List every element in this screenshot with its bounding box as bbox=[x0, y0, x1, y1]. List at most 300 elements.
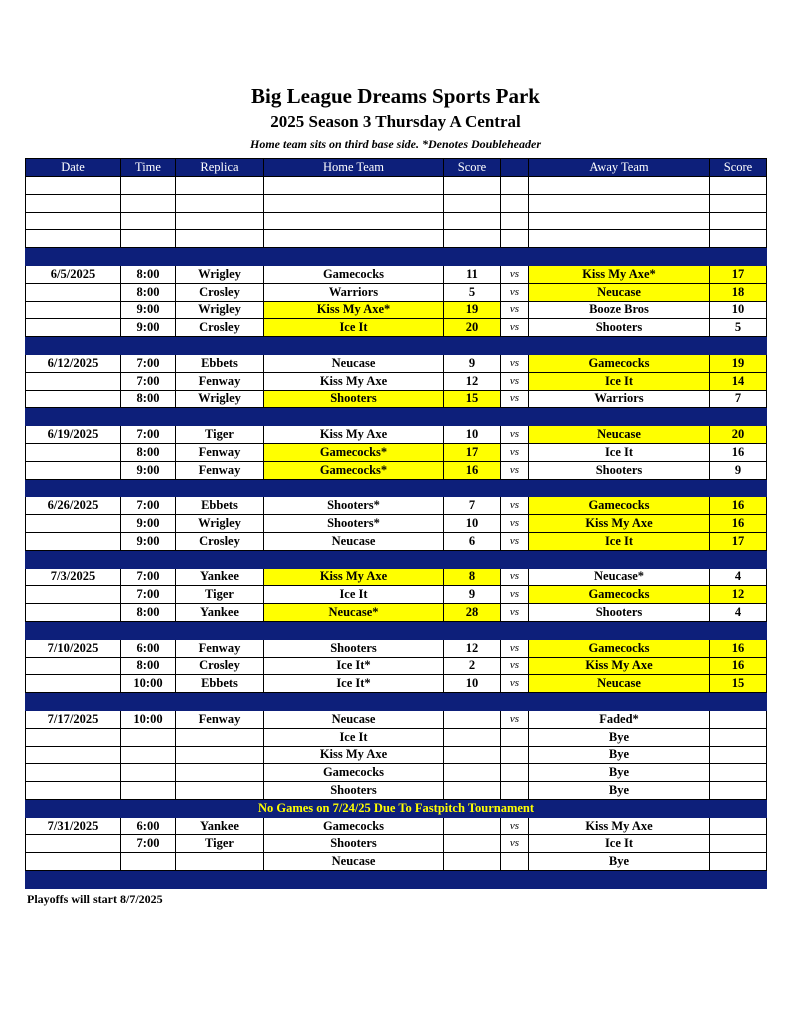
home-team-cell: Gamecocks* bbox=[264, 443, 444, 461]
away-team-cell: Bye bbox=[529, 782, 710, 800]
replica-cell: Fenway bbox=[176, 461, 264, 479]
vs-cell: vs bbox=[501, 265, 529, 283]
replica-cell bbox=[176, 853, 264, 871]
home-team-cell: Shooters bbox=[264, 835, 444, 853]
game-row bbox=[26, 443, 767, 461]
replica-cell: Fenway bbox=[176, 639, 264, 657]
time-cell: 6:00 bbox=[121, 639, 176, 657]
replica-cell: Yankee bbox=[176, 568, 264, 586]
away-team-cell: Ice It bbox=[529, 372, 710, 390]
home-score-cell: 28 bbox=[444, 604, 501, 622]
away-score-cell bbox=[710, 746, 767, 764]
away-team-cell: Neucase bbox=[529, 283, 710, 301]
away-score-cell: 19 bbox=[710, 354, 767, 372]
away-score-cell: 16 bbox=[710, 639, 767, 657]
schedule-body bbox=[26, 177, 767, 889]
home-score-cell: 20 bbox=[444, 319, 501, 337]
away-team-cell: Warriors bbox=[529, 390, 710, 408]
blank-cell bbox=[176, 177, 264, 195]
blank-cell bbox=[710, 212, 767, 230]
game-row bbox=[26, 817, 767, 835]
vs-cell: vs bbox=[501, 532, 529, 550]
blank-cell bbox=[121, 212, 176, 230]
date-cell bbox=[26, 604, 121, 622]
blank-cell bbox=[501, 212, 529, 230]
date-cell bbox=[26, 782, 121, 800]
blank-cell bbox=[26, 194, 121, 212]
home-score-cell: 6 bbox=[444, 532, 501, 550]
home-score-cell: 19 bbox=[444, 301, 501, 319]
date-cell: 6/19/2025 bbox=[26, 426, 121, 444]
separator-cell bbox=[26, 550, 767, 568]
game-row bbox=[26, 515, 767, 533]
away-team-cell: Bye bbox=[529, 764, 710, 782]
home-team-cell: Shooters* bbox=[264, 515, 444, 533]
vs-cell: vs bbox=[501, 835, 529, 853]
home-score-cell: 10 bbox=[444, 426, 501, 444]
home-team-cell: Neucase* bbox=[264, 604, 444, 622]
game-row bbox=[26, 764, 767, 782]
header-home-score: Score bbox=[444, 159, 501, 177]
time-cell bbox=[121, 782, 176, 800]
time-cell: 8:00 bbox=[121, 390, 176, 408]
separator-cell bbox=[26, 621, 767, 639]
vs-cell: vs bbox=[501, 710, 529, 728]
blank-row bbox=[26, 230, 767, 248]
date-cell: 6/5/2025 bbox=[26, 265, 121, 283]
away-score-cell: 7 bbox=[710, 390, 767, 408]
blank-cell bbox=[710, 230, 767, 248]
away-team-cell: Neucase bbox=[529, 426, 710, 444]
away-score-cell bbox=[710, 710, 767, 728]
time-cell bbox=[121, 728, 176, 746]
vs-cell: vs bbox=[501, 301, 529, 319]
home-score-cell: 5 bbox=[444, 283, 501, 301]
away-team-cell: Faded* bbox=[529, 710, 710, 728]
game-row bbox=[26, 426, 767, 444]
date-cell: 7/31/2025 bbox=[26, 817, 121, 835]
home-score-cell: 12 bbox=[444, 639, 501, 657]
time-cell: 6:00 bbox=[121, 817, 176, 835]
away-score-cell bbox=[710, 835, 767, 853]
game-row bbox=[26, 675, 767, 693]
separator-cell bbox=[26, 408, 767, 426]
page-title: Big League Dreams Sports Park bbox=[251, 84, 540, 108]
vs-cell: vs bbox=[501, 817, 529, 835]
blank-cell bbox=[264, 194, 444, 212]
blank-cell bbox=[501, 194, 529, 212]
blank-row bbox=[26, 177, 767, 195]
vs-cell: vs bbox=[501, 283, 529, 301]
away-score-cell: 4 bbox=[710, 568, 767, 586]
home-team-cell: Kiss My Axe bbox=[264, 426, 444, 444]
date-cell bbox=[26, 835, 121, 853]
game-row bbox=[26, 710, 767, 728]
week-separator-row bbox=[26, 693, 767, 711]
away-score-cell: 17 bbox=[710, 265, 767, 283]
time-cell: 7:00 bbox=[121, 372, 176, 390]
replica-cell: Fenway bbox=[176, 443, 264, 461]
blank-cell bbox=[444, 212, 501, 230]
date-cell bbox=[26, 443, 121, 461]
away-score-cell: 16 bbox=[710, 497, 767, 515]
blank-cell bbox=[264, 230, 444, 248]
away-score-cell: 14 bbox=[710, 372, 767, 390]
away-team-cell: Ice It bbox=[529, 532, 710, 550]
date-cell bbox=[26, 319, 121, 337]
replica-cell: Fenway bbox=[176, 372, 264, 390]
vs-cell bbox=[501, 728, 529, 746]
replica-cell bbox=[176, 764, 264, 782]
home-team-cell: Ice It* bbox=[264, 675, 444, 693]
away-team-cell: Kiss My Axe* bbox=[529, 265, 710, 283]
time-cell: 10:00 bbox=[121, 675, 176, 693]
time-cell: 9:00 bbox=[121, 301, 176, 319]
blank-cell bbox=[121, 194, 176, 212]
week-separator-row bbox=[26, 337, 767, 355]
blank-row bbox=[26, 212, 767, 230]
away-score-cell: 16 bbox=[710, 657, 767, 675]
vs-cell: vs bbox=[501, 604, 529, 622]
home-team-cell: Shooters* bbox=[264, 497, 444, 515]
home-score-cell bbox=[444, 817, 501, 835]
time-cell: 7:00 bbox=[121, 426, 176, 444]
date-cell: 7/17/2025 bbox=[26, 710, 121, 728]
time-cell: 8:00 bbox=[121, 443, 176, 461]
away-team-cell: Ice It bbox=[529, 443, 710, 461]
date-cell bbox=[26, 532, 121, 550]
time-cell: 9:00 bbox=[121, 319, 176, 337]
blank-cell bbox=[264, 212, 444, 230]
date-cell bbox=[26, 675, 121, 693]
header-time: Time bbox=[121, 159, 176, 177]
blank-cell bbox=[529, 194, 710, 212]
header-vs bbox=[501, 159, 529, 177]
away-score-cell bbox=[710, 782, 767, 800]
away-team-cell: Neucase* bbox=[529, 568, 710, 586]
away-team-cell: Gamecocks bbox=[529, 586, 710, 604]
vs-cell: vs bbox=[501, 372, 529, 390]
away-team-cell: Shooters bbox=[529, 604, 710, 622]
replica-cell: Wrigley bbox=[176, 390, 264, 408]
time-cell: 7:00 bbox=[121, 354, 176, 372]
home-team-cell: Neucase bbox=[264, 853, 444, 871]
date-cell bbox=[26, 372, 121, 390]
blank-cell bbox=[176, 194, 264, 212]
home-score-cell bbox=[444, 764, 501, 782]
blank-cell bbox=[501, 230, 529, 248]
blank-cell bbox=[529, 230, 710, 248]
game-row bbox=[26, 319, 767, 337]
date-cell bbox=[26, 657, 121, 675]
vs-cell: vs bbox=[501, 568, 529, 586]
separator-cell bbox=[26, 479, 767, 497]
away-score-cell: 9 bbox=[710, 461, 767, 479]
vs-cell: vs bbox=[501, 675, 529, 693]
game-row bbox=[26, 283, 767, 301]
home-score-cell: 2 bbox=[444, 657, 501, 675]
blank-cell bbox=[444, 194, 501, 212]
away-team-cell: Gamecocks bbox=[529, 354, 710, 372]
home-score-cell: 8 bbox=[444, 568, 501, 586]
date-cell: 6/12/2025 bbox=[26, 354, 121, 372]
away-team-cell: Booze Bros bbox=[529, 301, 710, 319]
separator-cell bbox=[26, 693, 767, 711]
date-cell bbox=[26, 728, 121, 746]
time-cell: 7:00 bbox=[121, 497, 176, 515]
home-team-cell: Gamecocks* bbox=[264, 461, 444, 479]
vs-cell: vs bbox=[501, 426, 529, 444]
header-home-team: Home Team bbox=[264, 159, 444, 177]
home-team-cell: Ice It* bbox=[264, 657, 444, 675]
home-score-cell bbox=[444, 728, 501, 746]
page-subtitle: 2025 Season 3 Thursday A Central bbox=[270, 112, 521, 131]
blank-cell bbox=[176, 230, 264, 248]
home-score-cell: 11 bbox=[444, 265, 501, 283]
away-score-cell bbox=[710, 728, 767, 746]
game-row bbox=[26, 354, 767, 372]
game-row bbox=[26, 372, 767, 390]
home-team-cell: Neucase bbox=[264, 532, 444, 550]
home-team-cell: Shooters bbox=[264, 639, 444, 657]
vs-cell: vs bbox=[501, 390, 529, 408]
away-score-cell: 17 bbox=[710, 532, 767, 550]
away-score-cell bbox=[710, 817, 767, 835]
home-score-cell: 10 bbox=[444, 515, 501, 533]
away-team-cell: Kiss My Axe bbox=[529, 515, 710, 533]
away-score-cell: 10 bbox=[710, 301, 767, 319]
replica-cell: Wrigley bbox=[176, 515, 264, 533]
game-row bbox=[26, 728, 767, 746]
week-separator-row bbox=[26, 408, 767, 426]
game-row bbox=[26, 586, 767, 604]
away-score-cell bbox=[710, 764, 767, 782]
away-team-cell: Kiss My Axe bbox=[529, 657, 710, 675]
home-team-cell: Gamecocks bbox=[264, 817, 444, 835]
date-cell: 7/3/2025 bbox=[26, 568, 121, 586]
game-row bbox=[26, 390, 767, 408]
vs-cell bbox=[501, 764, 529, 782]
blank-cell bbox=[121, 230, 176, 248]
header-date: Date bbox=[26, 159, 121, 177]
away-score-cell: 5 bbox=[710, 319, 767, 337]
separator-cell bbox=[26, 337, 767, 355]
game-row bbox=[26, 301, 767, 319]
home-team-cell: Kiss My Axe bbox=[264, 372, 444, 390]
game-row bbox=[26, 532, 767, 550]
replica-cell: Ebbets bbox=[176, 675, 264, 693]
away-team-cell: Bye bbox=[529, 728, 710, 746]
blank-cell bbox=[176, 212, 264, 230]
header-away-score: Score bbox=[710, 159, 767, 177]
time-cell bbox=[121, 853, 176, 871]
replica-cell: Wrigley bbox=[176, 301, 264, 319]
replica-cell: Yankee bbox=[176, 817, 264, 835]
date-cell: 7/10/2025 bbox=[26, 639, 121, 657]
home-score-cell bbox=[444, 835, 501, 853]
home-team-cell: Gamecocks bbox=[264, 764, 444, 782]
replica-cell: Crosley bbox=[176, 283, 264, 301]
game-row bbox=[26, 461, 767, 479]
game-row bbox=[26, 853, 767, 871]
away-score-cell: 18 bbox=[710, 283, 767, 301]
blank-cell bbox=[121, 177, 176, 195]
blank-cell bbox=[529, 212, 710, 230]
blank-cell bbox=[444, 177, 501, 195]
header-row bbox=[26, 159, 767, 177]
date-cell bbox=[26, 746, 121, 764]
date-cell bbox=[26, 283, 121, 301]
home-score-cell: 17 bbox=[444, 443, 501, 461]
home-team-cell: Kiss My Axe bbox=[264, 568, 444, 586]
home-score-cell bbox=[444, 746, 501, 764]
replica-cell: Fenway bbox=[176, 710, 264, 728]
date-cell bbox=[26, 586, 121, 604]
replica-cell: Crosley bbox=[176, 319, 264, 337]
home-team-cell: Gamecocks bbox=[264, 265, 444, 283]
home-team-cell: Ice It bbox=[264, 728, 444, 746]
date-cell bbox=[26, 390, 121, 408]
blank-cell bbox=[26, 230, 121, 248]
week-separator-row bbox=[26, 550, 767, 568]
time-cell: 9:00 bbox=[121, 461, 176, 479]
header-replica: Replica bbox=[176, 159, 264, 177]
date-cell bbox=[26, 764, 121, 782]
replica-cell bbox=[176, 728, 264, 746]
home-score-cell: 10 bbox=[444, 675, 501, 693]
time-cell: 8:00 bbox=[121, 283, 176, 301]
blank-cell bbox=[444, 230, 501, 248]
home-team-cell: Kiss My Axe* bbox=[264, 301, 444, 319]
blank-cell bbox=[26, 212, 121, 230]
home-score-cell: 9 bbox=[444, 354, 501, 372]
vs-cell bbox=[501, 782, 529, 800]
blank-cell bbox=[529, 177, 710, 195]
schedule-table bbox=[25, 158, 767, 889]
separator-cell bbox=[26, 871, 767, 889]
away-score-cell: 20 bbox=[710, 426, 767, 444]
game-row bbox=[26, 604, 767, 622]
home-team-cell: Neucase bbox=[264, 710, 444, 728]
date-cell bbox=[26, 301, 121, 319]
replica-cell: Wrigley bbox=[176, 265, 264, 283]
away-team-cell: Shooters bbox=[529, 461, 710, 479]
game-row bbox=[26, 639, 767, 657]
home-score-cell: 7 bbox=[444, 497, 501, 515]
vs-cell: vs bbox=[501, 515, 529, 533]
no-games-banner-row bbox=[26, 799, 767, 817]
away-team-cell: Shooters bbox=[529, 319, 710, 337]
no-games-banner: No Games on 7/24/25 Due To Fastpitch Tournament bbox=[26, 799, 767, 817]
time-cell bbox=[121, 746, 176, 764]
away-team-cell: Neucase bbox=[529, 675, 710, 693]
date-cell bbox=[26, 515, 121, 533]
replica-cell bbox=[176, 746, 264, 764]
game-row bbox=[26, 835, 767, 853]
header-away-team: Away Team bbox=[529, 159, 710, 177]
vs-cell bbox=[501, 853, 529, 871]
home-score-cell bbox=[444, 853, 501, 871]
replica-cell: Yankee bbox=[176, 604, 264, 622]
blank-cell bbox=[710, 194, 767, 212]
date-cell bbox=[26, 461, 121, 479]
home-score-cell: 9 bbox=[444, 586, 501, 604]
time-cell: 10:00 bbox=[121, 710, 176, 728]
home-score-cell bbox=[444, 782, 501, 800]
game-row bbox=[26, 657, 767, 675]
replica-cell: Crosley bbox=[176, 532, 264, 550]
blank-cell bbox=[26, 177, 121, 195]
replica-cell: Ebbets bbox=[176, 354, 264, 372]
game-row bbox=[26, 497, 767, 515]
time-cell: 7:00 bbox=[121, 835, 176, 853]
time-cell: 9:00 bbox=[121, 532, 176, 550]
vs-cell: vs bbox=[501, 586, 529, 604]
replica-cell bbox=[176, 782, 264, 800]
home-score-cell: 12 bbox=[444, 372, 501, 390]
home-team-cell: Shooters bbox=[264, 390, 444, 408]
home-score-cell: 16 bbox=[444, 461, 501, 479]
vs-cell: vs bbox=[501, 354, 529, 372]
away-team-cell: Bye bbox=[529, 853, 710, 871]
away-score-cell: 4 bbox=[710, 604, 767, 622]
home-score-cell: 15 bbox=[444, 390, 501, 408]
blank-row bbox=[26, 194, 767, 212]
time-cell: 8:00 bbox=[121, 657, 176, 675]
blank-cell bbox=[264, 177, 444, 195]
replica-cell: Crosley bbox=[176, 657, 264, 675]
away-score-cell: 16 bbox=[710, 443, 767, 461]
away-score-cell: 12 bbox=[710, 586, 767, 604]
game-row bbox=[26, 568, 767, 586]
home-team-cell: Ice It bbox=[264, 586, 444, 604]
replica-cell: Tiger bbox=[176, 835, 264, 853]
game-row bbox=[26, 782, 767, 800]
vs-cell: vs bbox=[501, 443, 529, 461]
blank-cell bbox=[710, 177, 767, 195]
away-score-cell bbox=[710, 853, 767, 871]
week-separator-row bbox=[26, 871, 767, 889]
vs-cell: vs bbox=[501, 657, 529, 675]
schedule-note: Home team sits on third base side. *Denotes Doubleheader bbox=[250, 137, 541, 151]
away-team-cell: Kiss My Axe bbox=[529, 817, 710, 835]
away-team-cell: Ice It bbox=[529, 835, 710, 853]
home-team-cell: Ice It bbox=[264, 319, 444, 337]
time-cell bbox=[121, 764, 176, 782]
date-cell: 6/26/2025 bbox=[26, 497, 121, 515]
home-team-cell: Kiss My Axe bbox=[264, 746, 444, 764]
separator-cell bbox=[26, 248, 767, 266]
replica-cell: Tiger bbox=[176, 426, 264, 444]
away-team-cell: Gamecocks bbox=[529, 639, 710, 657]
vs-cell bbox=[501, 746, 529, 764]
away-team-cell: Gamecocks bbox=[529, 497, 710, 515]
week-separator-row bbox=[26, 479, 767, 497]
replica-cell: Ebbets bbox=[176, 497, 264, 515]
vs-cell: vs bbox=[501, 319, 529, 337]
home-team-cell: Warriors bbox=[264, 283, 444, 301]
vs-cell: vs bbox=[501, 497, 529, 515]
game-row bbox=[26, 265, 767, 283]
vs-cell: vs bbox=[501, 461, 529, 479]
time-cell: 7:00 bbox=[121, 568, 176, 586]
replica-cell: Tiger bbox=[176, 586, 264, 604]
time-cell: 9:00 bbox=[121, 515, 176, 533]
away-team-cell: Bye bbox=[529, 746, 710, 764]
date-cell bbox=[26, 853, 121, 871]
home-score-cell bbox=[444, 710, 501, 728]
time-cell: 7:00 bbox=[121, 586, 176, 604]
